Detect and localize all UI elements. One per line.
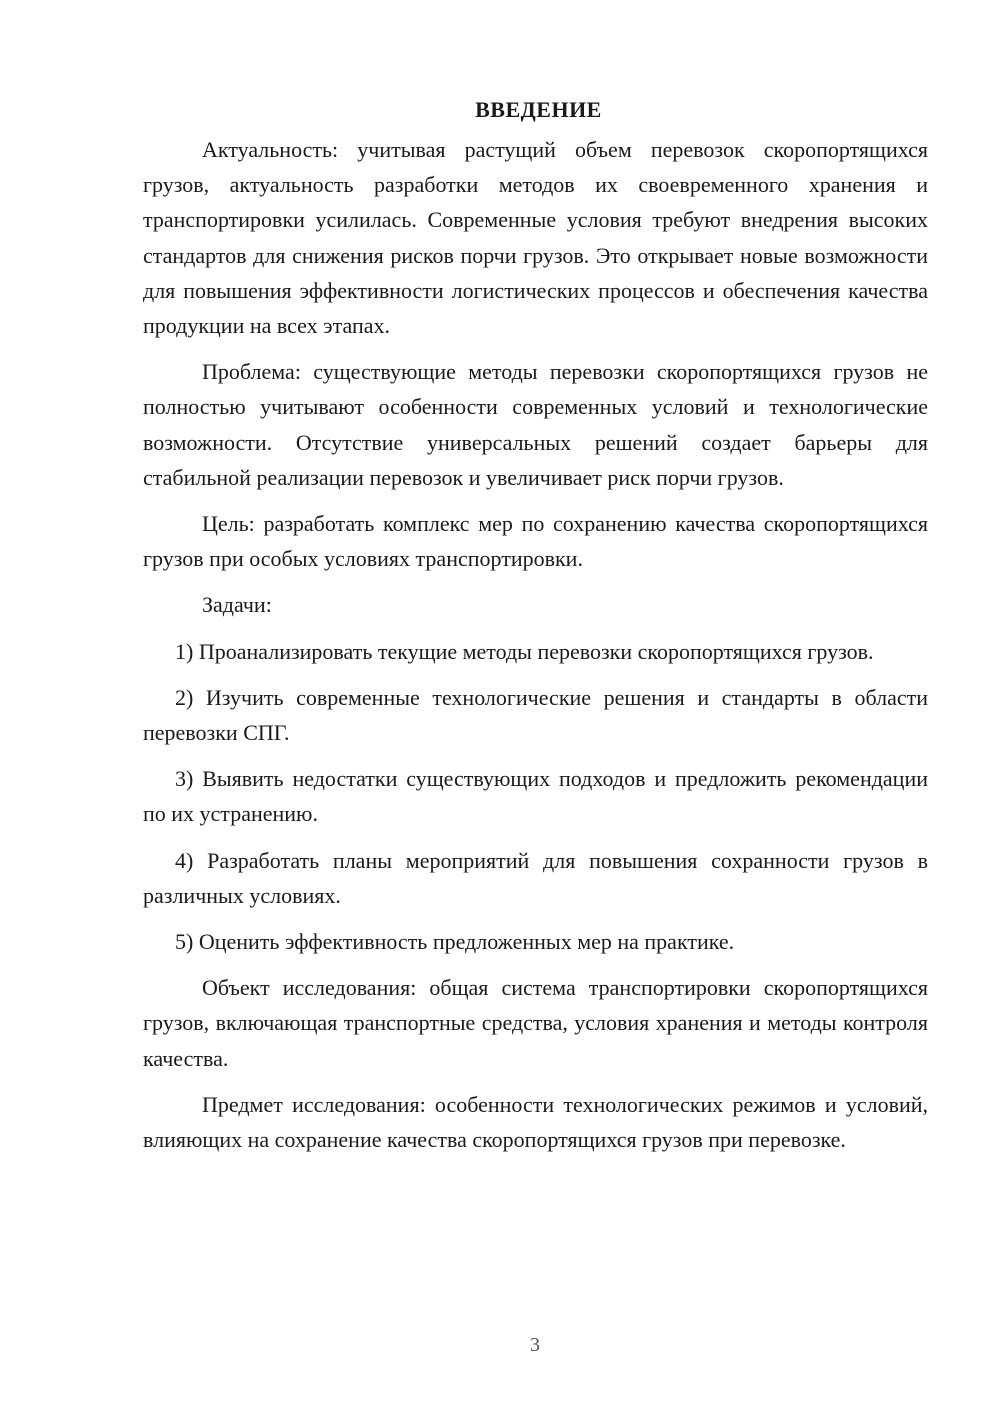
document-page [143, 92, 928, 1168]
page-number: 3 [530, 1334, 540, 1356]
paragraph-subject: Предмет исследования: особенности технологических режимов и условий, влияющих на сохранение качества скоропортящихся грузов при перевозке. [143, 1091, 928, 1153]
paragraph-tasks-heading: Задачи: [202, 592, 272, 618]
list-item: 3) Выявить недостатки существующих подходов и предложить рекомендации по их устранению. [143, 766, 928, 827]
paragraph-goal: Цель: разработать комплекс мер по сохранению качества скоропортящихся грузов при особых условиях транспортировки. [143, 511, 928, 572]
list-item: 2) Изучить современные технологические решения и стандарты в области перевозки СПГ. [143, 684, 928, 746]
page-title: ВВЕДЕНИЕ [475, 97, 602, 122]
paragraph-relevance: Актуальность: учитывая растущий объем перевозок скоропортящихся грузов, актуальность разработки методов их своевременного хранения и транспортировки усилилась. Современные условия требуют внедрения высоких стандартов для снижения рисков порчи грузов. Это открывает новые возможности для повышения эффективности логистических процессов и обеспечения качества продукции на всех этапах. [143, 137, 928, 339]
paragraph-problem: Проблема: существующие методы перевозки скоропортящихся грузов не полностью учитывают особенности современных условий и технологические возможности. Отсутствие универсальных решений создает барьеры для стабильной реализации перевозок и увеличивает риск порчи грузов. [143, 359, 928, 490]
paragraph-object: Объект исследования: общая система транспортировки скоропортящихся грузов, включающая транспортные средства, условия хранения и методы контроля качества. [143, 975, 928, 1071]
list-item: 1) Проанализировать текущие методы перевозки скоропортящихся грузов. [175, 638, 874, 664]
list-item: 4) Разработать планы мероприятий для повышения сохранности грузов в различных условиях. [143, 847, 928, 908]
list-item: 5) Оценить эффективность предложенных мер на практике. [175, 929, 735, 955]
